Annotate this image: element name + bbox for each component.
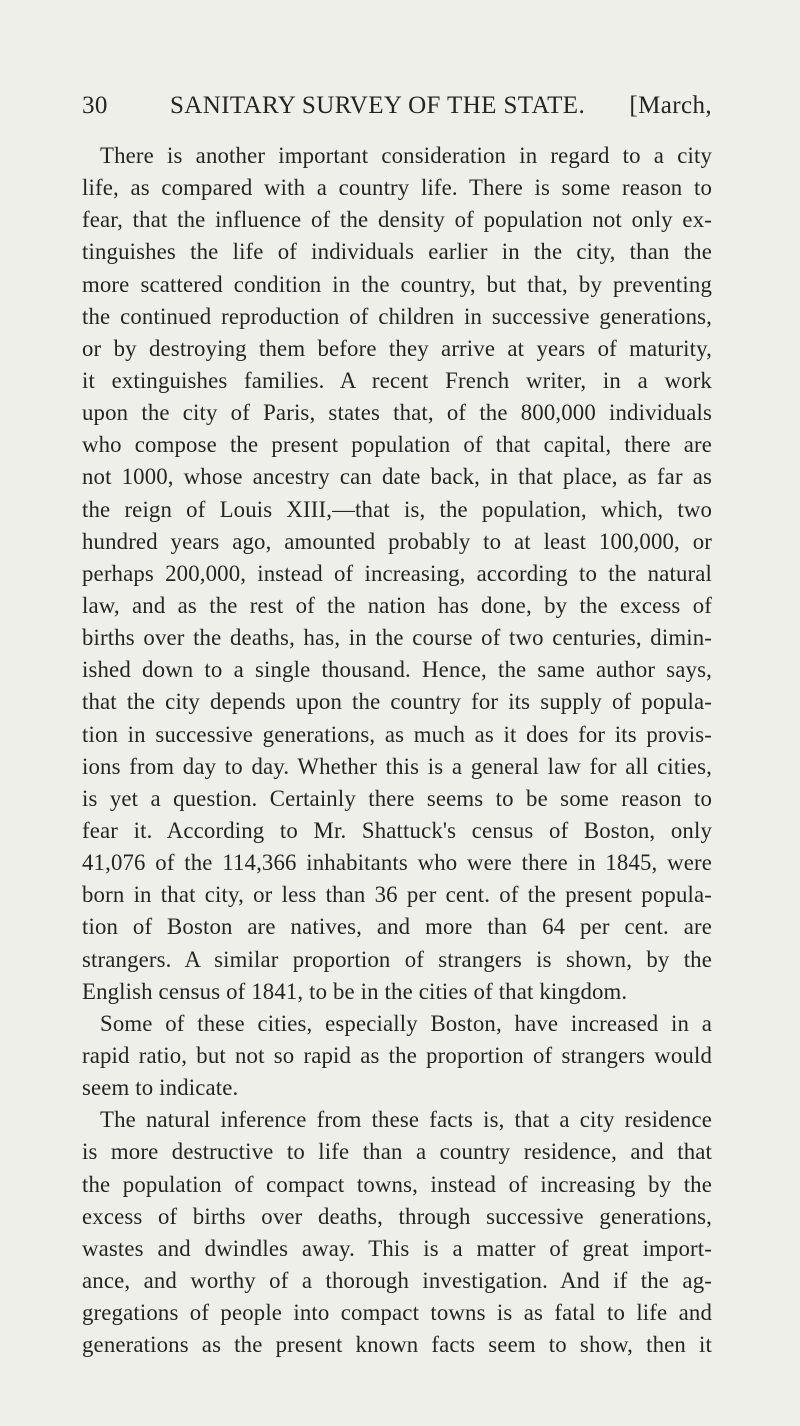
running-title: SANITARY SURVEY OF THE STATE. [170, 92, 586, 119]
page-number: 30 [82, 92, 108, 119]
text-line: upon the city of Paris, states that, of the 800,000 individuals [82, 400, 712, 426]
text-line: births over the deaths, has, in the course of two centuries, dimin- [82, 625, 712, 651]
text-line: rapid ratio, but not so rapid as the proportion of strangers would [82, 1042, 712, 1068]
text-line: fear, that the influence of the density of population not only ex- [82, 207, 712, 233]
text-line: tinguishes the life of individuals earlier in the city, than the [82, 239, 712, 265]
text-line: born in that city, or less than 36 per cent. of the present popula- [82, 882, 712, 908]
text-line: excess of births over deaths, through successive generations, [82, 1203, 712, 1229]
text-line: English census of 1841, to be in the cities of that kingdom. [82, 978, 628, 1004]
running-header [82, 92, 712, 126]
text-line: wastes and dwindles away. This is a matter of great import- [82, 1235, 712, 1261]
text-line: perhaps 200,000, instead of increasing, according to the natural [82, 560, 712, 586]
text-line: Some of these cities, especially Boston, have increased in a [100, 1010, 712, 1036]
text-line: fear it. According to Mr. Shattuck's census of Boston, only [82, 817, 712, 843]
text-line: the continued reproduction of children in successive generations, [82, 303, 712, 329]
text-line: life, as compared with a country life. There is some reason to [82, 175, 712, 201]
text-line: The natural inference from these facts is, that a city residence [100, 1107, 712, 1133]
text-line: tion in successive generations, as much as it does for its provis- [82, 721, 712, 747]
text-line: strangers. A similar proportion of strangers is shown, by the [82, 946, 712, 972]
text-line: more scattered condition in the country, but that, by preventing [82, 271, 712, 297]
date-label: [March, [629, 92, 712, 119]
text-line: seem to indicate. [82, 1075, 239, 1101]
text-line: who compose the present population of that capital, there are [82, 432, 712, 458]
text-line: ions from day to day. Whether this is a general law for all cities, [82, 753, 712, 779]
text-line: not 1000, whose ancestry can date back, in that place, as far as [82, 464, 712, 490]
text-line: generations as the present known facts seem to show, then it [82, 1332, 712, 1358]
text-line: it extinguishes families. A recent French writer, in a work [82, 367, 712, 393]
paragraph-1 [82, 140, 712, 1008]
text-line: There is another important consideration in regard to a city [100, 143, 712, 168]
text-line: gregations of people into compact towns is as fatal to life and [82, 1300, 712, 1326]
text-line: 41,076 of the 114,366 inhabitants who were there in 1845, were [82, 850, 712, 876]
text-line: or by destroying them before they arrive at years of maturity, [82, 335, 712, 361]
text-line: is more destructive to life than a country residence, and that [82, 1139, 712, 1165]
paragraph-2 [82, 1008, 712, 1104]
body-text [82, 140, 712, 1361]
text-line: is yet a question. Certainly there seems to be some reason to [82, 785, 712, 811]
text-line: that the city depends upon the country for its supply of popula- [82, 689, 712, 715]
text-line: hundred years ago, amounted probably to at least 100,000, or [82, 528, 712, 554]
text-line: the population of compact towns, instead of increasing by the [82, 1171, 712, 1197]
text-line: ished down to a single thousand. Hence, the same author says, [82, 657, 712, 683]
text-line: ance, and worthy of a thorough investigation. And if the ag- [82, 1267, 712, 1293]
text-line: the reign of Louis XIII,—that is, the population, which, two [82, 496, 712, 522]
text-line: law, and as the rest of the nation has done, by the excess of [82, 592, 712, 618]
paragraph-3 [82, 1104, 712, 1361]
text-line: tion of Boston are natives, and more than 64 per cent. are [82, 914, 712, 940]
